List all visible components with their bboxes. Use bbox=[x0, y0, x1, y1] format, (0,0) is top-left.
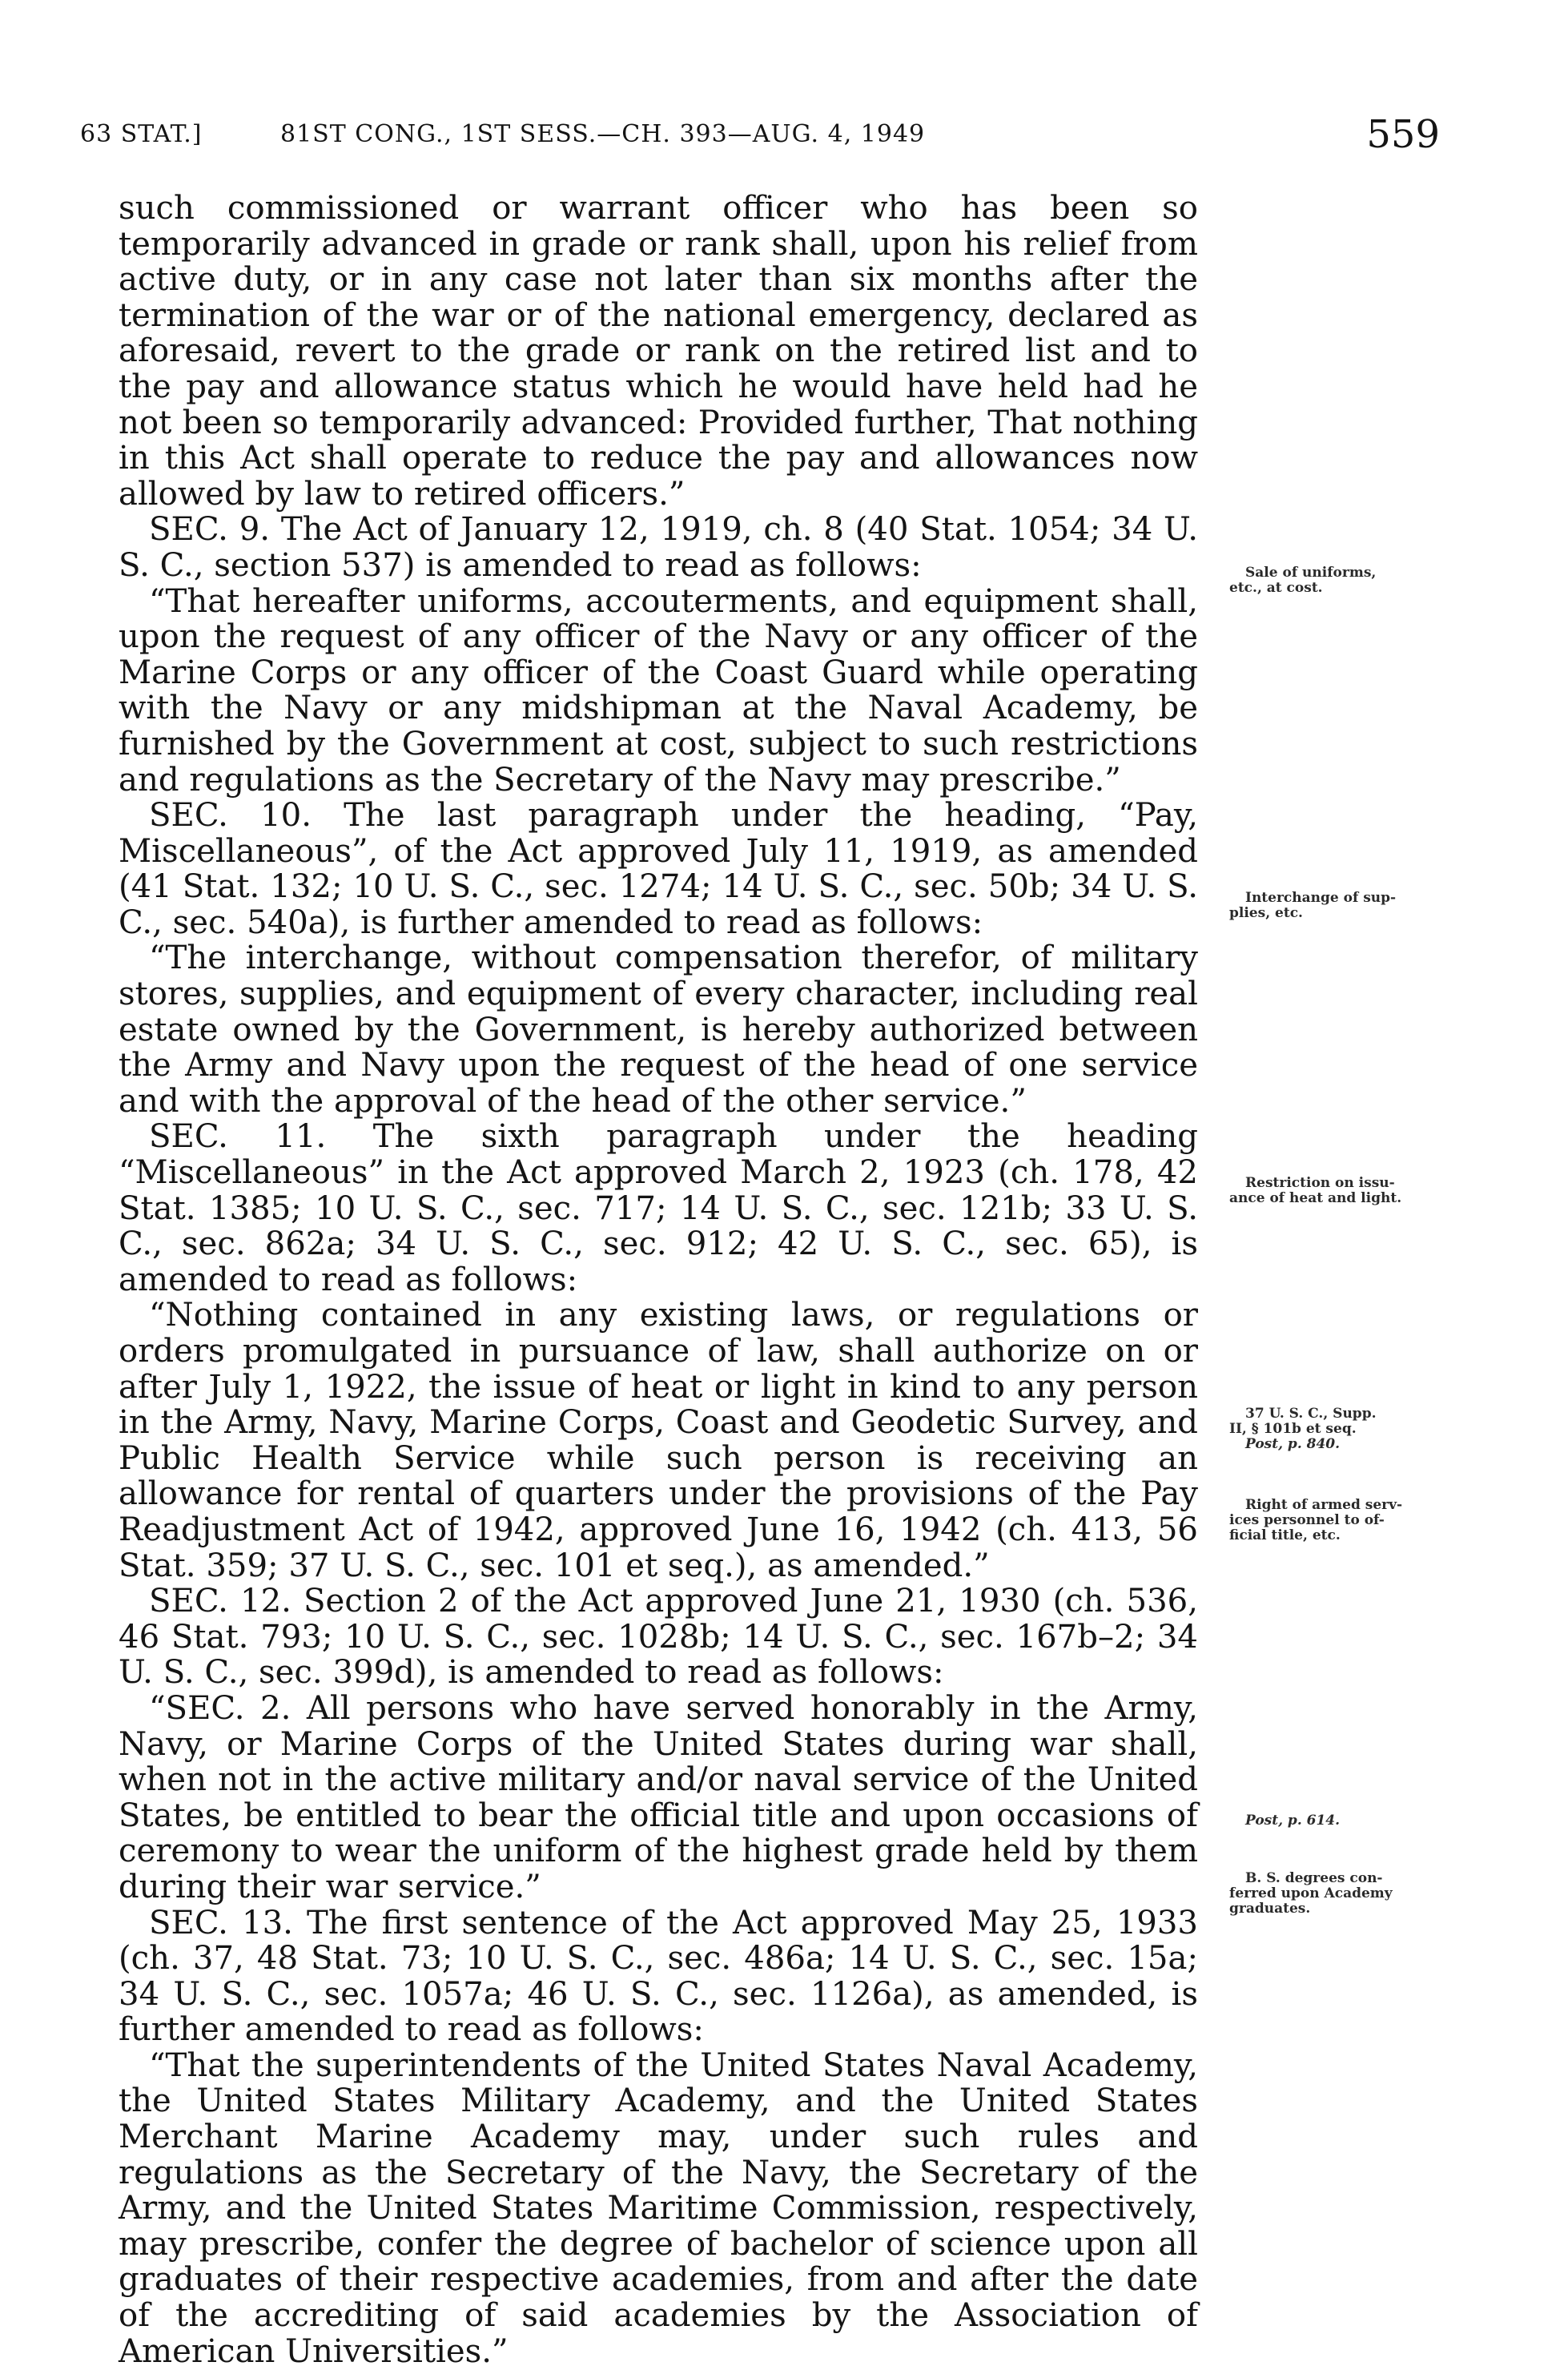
margin-note-restriction bbox=[1229, 1176, 1437, 1206]
statute-volume: 63 STAT.] bbox=[80, 120, 203, 148]
margin-note-line: Post, p. 840. bbox=[1245, 1436, 1341, 1452]
margin-note-line: II, § 101b et seq. bbox=[1229, 1421, 1357, 1437]
margin-note-line: plies, etc. bbox=[1229, 905, 1303, 921]
section-13-quote: “That the superintendents of the United States Naval Academy, the United States Military Academy, and the United States Merchant Marine Academy may, under such rules and regulations as the Secretary of the Navy, the Secretary of the Army, and the United States Maritime Commission, respectively, may prescribe, confer the degree of bachelor of science upon all graduates of their respective academies, from and after the date of the accrediting of said academies by the Association of American Universities.” bbox=[119, 2046, 1198, 2370]
section-11-quote: “Nothing contained in any existing laws, or regulations or orders promulgated in pursuance of law, shall authorize on or after July 1, 1922, the issue of heat or light in kind to any person in the Army, Navy, Marine Corps, Coast and Geodetic Survey, and Public Health Service while such person is receiving an allowance for rental of quarters under the provisions of the Pay Readjustment Act of 1942, approved June 16, 1942 (ch. 413, 56 Stat. 359; 37 U. S. C., sec. 101 et seq.), as amended.” bbox=[119, 1297, 1198, 1584]
congress-session-line: 81ST CONG., 1ST SESS.—CH. 393—AUG. 4, 1949 bbox=[280, 120, 926, 148]
margin-note-bs-degrees bbox=[1229, 1871, 1437, 1917]
margin-note-usc-citation bbox=[1229, 1406, 1437, 1452]
section-11: SEC. 11. The sixth paragraph under the heading “Miscellaneous” in the Act approved March 2, 1923 (ch. 178, 42 Stat. 1385; 10 U. S. C., sec. 717; 14 U. S. C., sec. 121b; 33 U. S. C., sec. 862a; 34 U. S. C., sec. 912; 42 U. S. C., sec. 65), is amended to read as follows: bbox=[119, 1118, 1198, 1298]
margin-note-line: ficial title, etc. bbox=[1229, 1527, 1341, 1543]
section-12: SEC. 12. Section 2 of the Act approved June 21, 1930 (ch. 536, 46 Stat. 793; 10 U. S. C., sec. 1028b; 14 U. S. C., sec. 167b–2; 34 U. S. C., sec. 399d), is amended to read as follows: bbox=[119, 1583, 1198, 1692]
section-10: SEC. 10. The last paragraph under the heading, “Pay, Miscellaneous”, of the Act approved July 11, 1919, as amended (41 Stat. 132; 10 U. S. C., sec. 1274; 14 U. S. C., sec. 50b; 34 U. S. C., sec. 540a), is further amended to read as follows: bbox=[119, 797, 1198, 941]
section-10-quote: “The interchange, without compensation therefor, of military stores, supplies, and equipment of every character, including real estate owned by the Government, is hereby authorized between the Army and Navy upon the request of the head of one service and with the approval of the head of the other service.” bbox=[119, 940, 1198, 1120]
margin-note-post-614 bbox=[1229, 1813, 1437, 1829]
margin-note-line: Sale of uniforms, bbox=[1245, 565, 1377, 581]
section-9-quote: “That hereafter uniforms, accouterments, and equipment shall, upon the request of any officer of the Navy or any officer of the Marine Corps or any officer of the Coast Guard while operating with the Navy or any midshipman at the Naval Academy, be furnished by the Government at cost, subject to such restrictions and regulations as the Secretary of the Navy may prescribe.” bbox=[119, 582, 1198, 799]
page-header bbox=[0, 112, 1568, 160]
margin-note-line: Right of armed serv- bbox=[1245, 1497, 1403, 1513]
margin-note-right-armed-services bbox=[1229, 1498, 1437, 1543]
margin-note-line: Interchange of sup- bbox=[1245, 890, 1397, 906]
margin-note-line: B. S. degrees con- bbox=[1245, 1870, 1383, 1886]
margin-note-line: 37 U. S. C., Supp. bbox=[1245, 1406, 1377, 1422]
paragraph-continuation: such commissioned or warrant officer who has been so temporarily advanced in grade or rank shall, upon his relief from active duty, or in any case not later than six months after the termination of the war or of the national emergency, declared as aforesaid, revert to the grade or rank on the retired list and to the pay and allowance status which he would have held had he not been so temporarily advanced: Provided further, That nothing in this Act shall operate to reduce the pay and allowances now allowed by law to retired officers.” bbox=[119, 190, 1198, 513]
margin-note-line: ices personnel to of- bbox=[1229, 1512, 1385, 1528]
section-13: SEC. 13. The first sentence of the Act approved May 25, 1933 (ch. 37, 48 Stat. 73; 10 U. S. C., sec. 486a; 14 U. S. C., sec. 15a; 34 U. S. C., sec. 1057a; 46 U. S. C., sec. 1126a), as amended, is further amended to read as follows: bbox=[119, 1904, 1198, 2049]
section-9: SEC. 9. The Act of January 12, 1919, ch. 8 (40 Stat. 1054; 34 U. S. C., section 537) is amended to read as follows: bbox=[119, 511, 1198, 584]
margin-note-interchange bbox=[1229, 891, 1437, 921]
margin-note-line: ferred upon Academy bbox=[1229, 1885, 1393, 1901]
page-number: 559 bbox=[1366, 112, 1440, 157]
margin-note-line: graduates. bbox=[1229, 1901, 1311, 1917]
margin-note-line: Post, p. 614. bbox=[1245, 1813, 1341, 1829]
margin-note-line: ance of heat and light. bbox=[1229, 1190, 1402, 1206]
margin-note-sale-uniforms bbox=[1229, 565, 1437, 596]
body-text bbox=[119, 191, 1198, 2369]
margin-note-line: Restriction on issu- bbox=[1245, 1175, 1395, 1191]
margin-note-line: etc., at cost. bbox=[1229, 580, 1323, 596]
section-12-quote: “SEC. 2. All persons who have served honorably in the Army, Navy, or Marine Corps of the United States during war shall, when not in the active military and/or naval service of the United States, be entitled to bear the official title and upon occasions of ceremony to wear the uniform of the highest grade held by them during their war service.” bbox=[119, 1689, 1198, 1905]
